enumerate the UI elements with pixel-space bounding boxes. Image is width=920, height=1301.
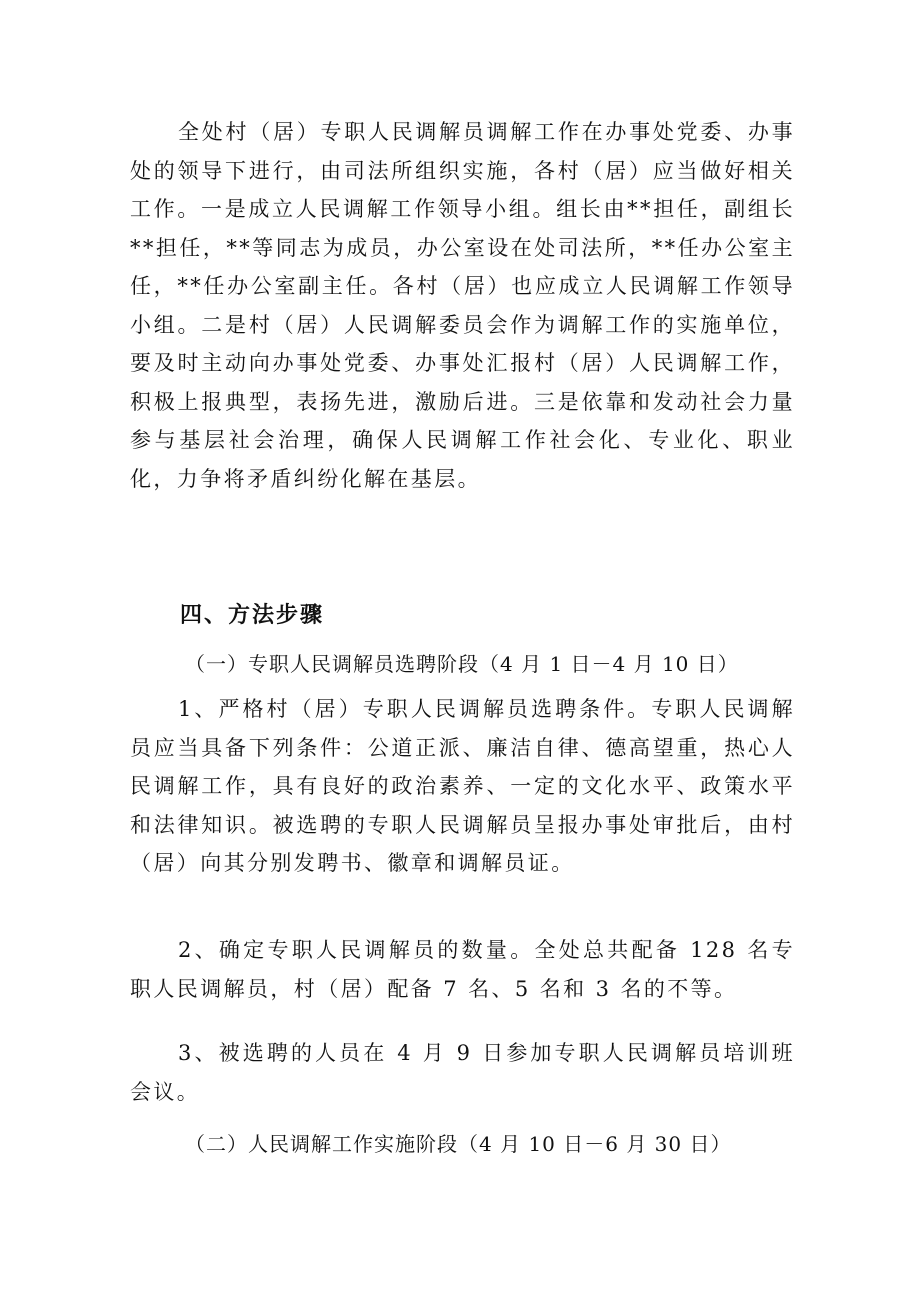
section-heading-method-steps: 四、方法步骤	[180, 603, 325, 628]
paragraph-item-2: 2、确定专职人民调解员的数量。全处总共配备 128 名专职人民调解员，村（居）配备 7 名、5 名和 3 名的不等。	[130, 938, 795, 1001]
paragraph-item-3: 3、被选聘的人员在 4 月 9 日参加专职人民调解员培训班会议。	[130, 1041, 795, 1104]
stage-heading-selection: （一）专职人民调解员选聘阶段（4 月 1 日－4 月 10 日）	[185, 652, 739, 676]
stage-heading-implementation: （二）人民调解工作实施阶段（4 月 10 日－6 月 30 日）	[185, 1132, 732, 1156]
paragraph-organization: 全处村（居）专职人民调解员调解工作在办事处党委、办事处的领导下进行，由司法所组织实施，各村（居）应当做好相关工作。一是成立人民调解工作领导小组。组长由**担任，副组长**担任，**等同志为成员，办公室设在处司法所，**任办公室主任，**任办公室副主任。各村（居）也应成立人民调解工作领导小组。二是村（居）人民调解委员会作为调解工作的实施单位，要及时主动向办事处党委、办事处汇报村（居）人民调解工作，积极上报典型，表扬先进，激励后进。三是依靠和发动社会力量参与基层社会治理，确保人民调解工作社会化、专业化、职业化，力争将矛盾纠纷化解在基层。	[130, 120, 795, 491]
paragraph-item-1: 1、严格村（居）专职人民调解员选聘条件。专职人民调解员应当具备下列条件：公道正派、廉洁自律、德高望重，热心人民调解工作，具有良好的政治素养、一定的文化水平、政策水平和法律知识。被选聘的专职人民调解员呈报办事处审批后，由村（居）向其分别发聘书、徽章和调解员证。	[130, 697, 795, 875]
